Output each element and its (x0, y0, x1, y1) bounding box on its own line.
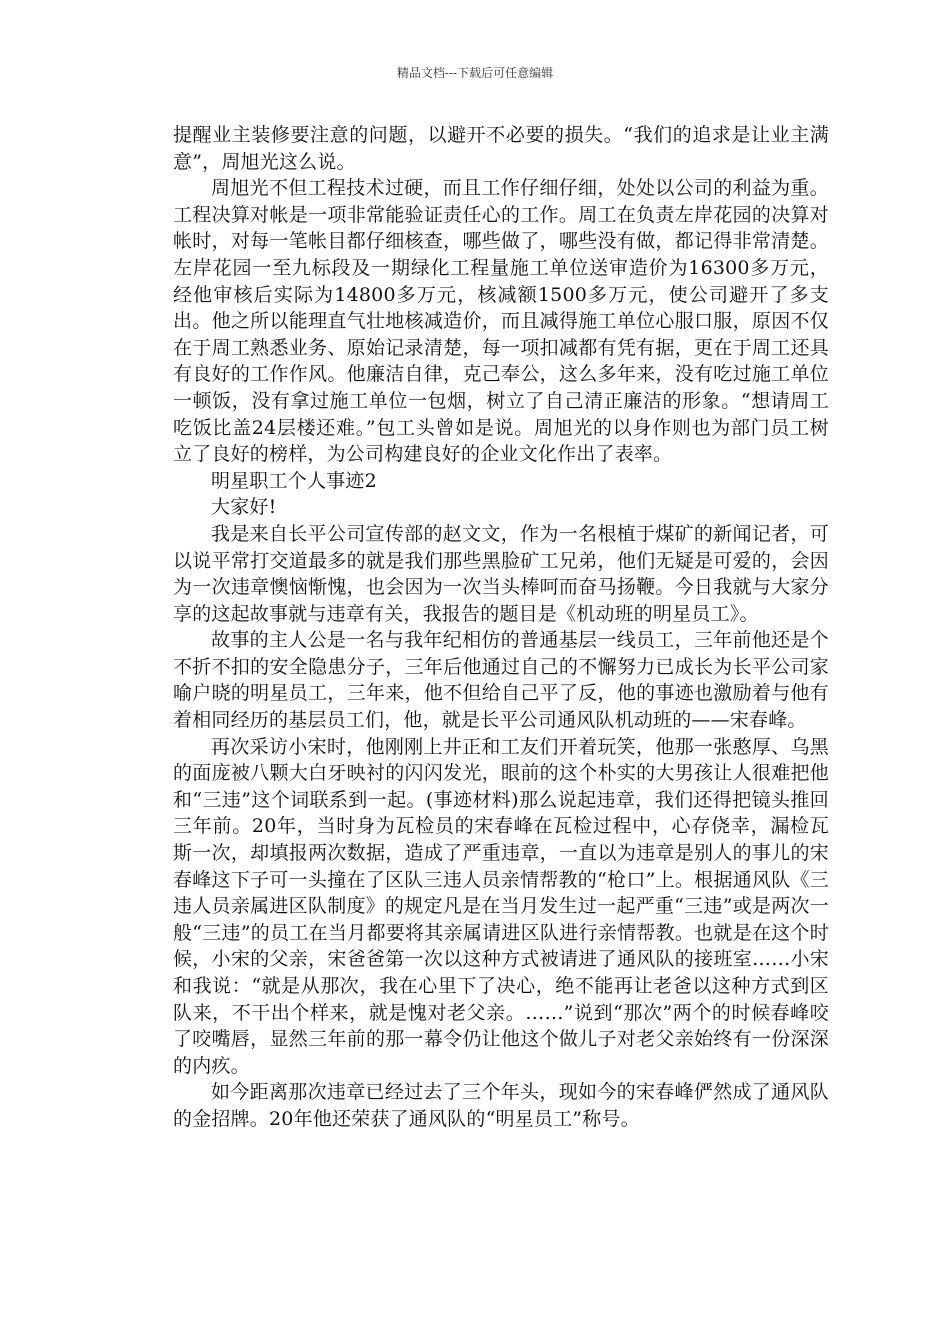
paragraph: 再次采访小宋时，他刚刚上井正和工友们开着玩笑，他那一张憨厚、乌黑的面庞被八颗大白牙映衬的闪闪发光，眼前的这个朴实的大男孩让人很难把他和“三违”这个词联系到一起。(事迹材料)那么说起违章，我们还得把镜头推回三年前。20年，当时身为瓦检员的宋春峰在瓦检过程中，心存侥幸，漏检瓦斯一次，却填报两次数据，造成了严重违章，一直以为违章是别人的事儿的宋春峰这下子可一头撞在了区队三违人员亲情帮教的“枪口”上。根据通风队《三违人员亲属进区队制度》的规定凡是在当月发生过一起严重“三违”或是两次一般“三违”的员工在当月都要将其亲属请进区队进行亲情帮教。也就是在这个时候，小宋的父亲，宋爸爸第一次以这种方式被请进了通风队的接班室……小宋和我说：“就是从那次，我在心里下了决心，绝不能再让老爸以这种方式到区队来，不干出个样来，就是愧对老父亲。……”说到“那次”两个的时候春峰咬了咬嘴唇，显然三年前的那一幕令仍让他这个做儿子对老父亲始终有一份深深的内疚。 (173, 735, 829, 1077)
section-heading: 明星职工个人事迹2 (211, 469, 377, 492)
paragraph: 提醒业主装修要注意的问题，以避开不必要的损失。“我们的追求是让业主满意”，周旭光这么说。 (173, 124, 829, 173)
paragraph: 周旭光不但工程技术过硬，而且工作仔细仔细，处处以公司的利益为重。工程决算对帐是一项非常能验证责任心的工作。周工在负责左岸花园的决算对帐时，对每一笔帐目都仔细核查，哪些做了，哪些没有做，都记得非常清楚。左岸花园一至九标段及一期绿化工程量施工单位送审造价为16300多万元，经他审核后实际为14800多万元，核减额1500多万元，使公司避开了多支出。他之所以能理直气壮地核减造价，而且减得施工单位心服口服，原因不仅在于周工熟悉业务、原始记录清楚，每一项扣减都有凭有据，更在于周工还具有良好的工作作风。他廉洁自律，克己奉公，这么多年来，没有吃过施工单位一顿饭，没有拿过施工单位一包烟，树立了自己清正廉洁的形象。“想请周工吃饭比盖24层楼还难。”包工头曾如是说。周旭光的以身作则也为部门员工树立了良好的榜样，为公司构建良好的企业文化作出了表率。 (173, 177, 829, 466)
greeting: 大家好! (211, 496, 277, 519)
paragraph: 故事的主人公是一名与我年纪相仿的普通基层一线员工，三年前他还是个不折不扣的安全隐患分子，三年后他通过自己的不懈努力已成长为长平公司家喻户晓的明星员工，三年来，他不但给自己平了反，他的事迹也激励着与他有着相同经历的基层员工们，他，就是长平公司通风队机动班的——宋春峰。 (173, 629, 829, 732)
paragraph: 如今距离那次违章已经过去了三个年头，现如今的宋春峰俨然成了通风队的金招牌。20年他还荣获了通风队的“明星员工”称号。 (173, 1081, 829, 1130)
paragraph: 我是来自长平公司宣传部的赵文文，作为一名根植于煤矿的新闻记者，可以说平常打交道最多的就是我们那些黑脸矿工兄弟，他们无疑是可爱的，会因为一次违章懊恼惭愧，也会因为一次当头棒呵而奋马扬鞭。今日我就与大家分享的这起故事就与违章有关，我报告的题目是《机动班的明星员工》。 (173, 522, 829, 625)
page-header: 精品文档---下载后可任意编辑 (396, 66, 554, 80)
document-body (173, 122, 829, 1133)
